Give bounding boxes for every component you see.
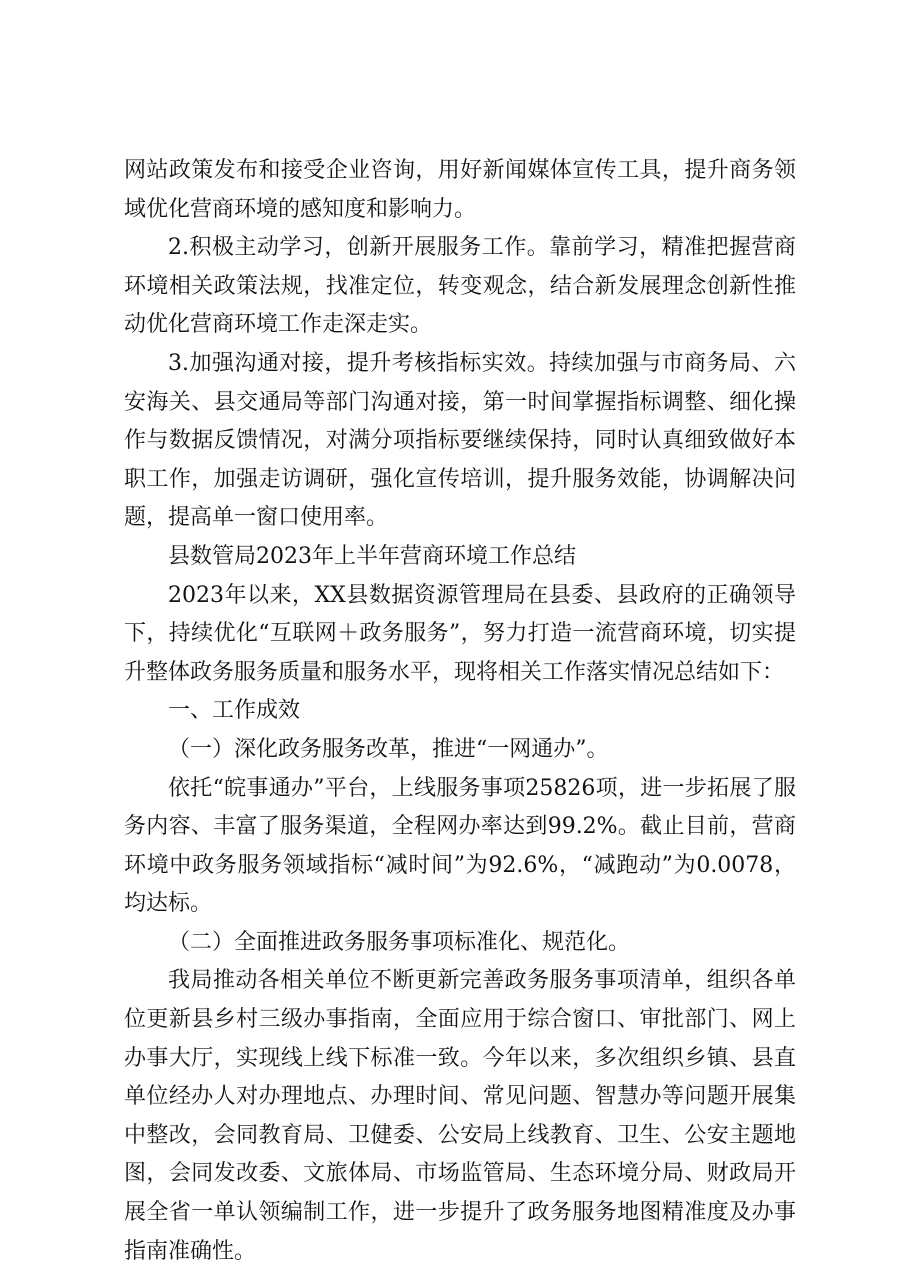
document-body [124,152,796,1271]
paragraph-continuation: 网站政策发布和接受企业咨询，用好新闻媒体宣传工具，提升商务领域优化营商环境的感知度和影响力。 [124,158,796,222]
section-heading-1: 一、工作成效 [168,698,301,724]
paragraph-subsection-2: 我局推动各相关单位不断更新完善政务服务事项清单，组织各单位更新县乡村三级办事指南，全面应用于综合窗口、审批部门、网上办事大厅，实现线上线下标准一致。今年以来，多次组织乡镇、县直单位经办人对办理地点、办理时间、常见问题、智慧办等问题开展集中整改，会同教育局、卫健委、公安局上线教育、卫生、公安主题地图，会同发改委、文旅体局、市场监管局、生态环境分局、财政局开展全省一单认领编制工作，进一步提升了政务服务地图精准度及办事指南准确性。 [124,968,796,1264]
document-title: 县数管局2023年上半年营商环境工作总结 [168,543,576,569]
paragraph-subsection-1: 依托“皖事通办”平台，上线服务事项25826项，进一步拓展了服务内容、丰富了服务渠道，全程网办率达到99.2%。截止目前，营商环境中政务服务领域指标“减时间”为92.6%，“减跑动”为0.0078，均达标。 [124,775,796,917]
paragraph-intro: 2023年以来，XX县数据资源管理局在县委、县政府的正确领导下，持续优化“互联网＋政务服务”，努力打造一流营商环境，切实提升整体政务服务质量和服务水平，现将相关工作落实情况总结如下： [124,582,796,685]
subsection-heading-2: （二）全面推进政务服务事项标准化、规范化。 [168,929,631,955]
subsection-heading-1: （一）深化政务服务改革，推进“一网通办”。 [168,736,609,762]
paragraph-item-2: 2.积极主动学习，创新开展服务工作。靠前学习，精准把握营商环境相关政策法规，找准定位，转变观念，结合新发展理念创新性推动优化营商环境工作走深走实。 [124,235,796,338]
paragraph-item-3: 3.加强沟通对接，提升考核指标实效。持续加强与市商务局、六安海关、县交通局等部门沟通对接，第一时间掌握指标调整、细化操作与数据反馈情况，对满分项指标要继续保持，同时认真细致做好本职工作，加强走访调研，强化宣传培训，提升服务效能，协调解决问题，提高单一窗口使用率。 [124,350,796,531]
